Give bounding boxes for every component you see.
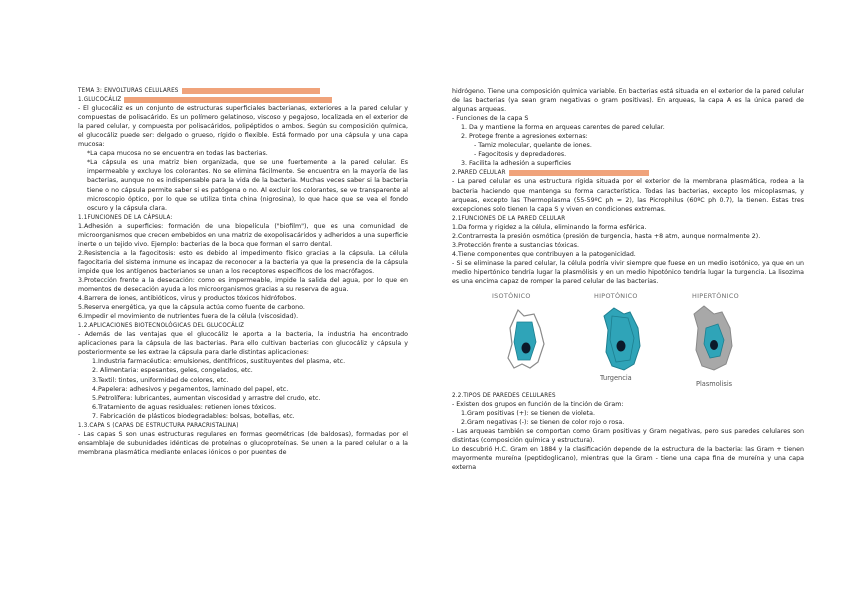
- label-hipertonico: HIPERTÓNICO: [692, 292, 739, 301]
- paragraph: - Si se eliminase la pared celular, la célula podría vivir siempre que fuese en un medio isotónico, ya que en un medio hipertónico tendría lugar la plasmólisis y en un medio hipotónico tendría lugar la turgencia. La lisozima es una encima capaz de romper la pared celular de las bacterias.: [452, 259, 804, 285]
- section-heading-funciones-capsula: 1.1FUNCIONES DE LA CÁPSULA:: [78, 213, 173, 221]
- list-item: 6.Impedir el movimiento de nutrientes fuera de la célula (viscosidad).: [78, 313, 299, 321]
- hypotonic-cell: [604, 308, 640, 370]
- left-column: [78, 86, 408, 457]
- list-item: 4.Papelera: adhesivos y pegamentos, laminado del papel, etc.: [92, 385, 289, 393]
- paragraph: 1.Adhesión a superficies: formación de una biopelícula ("biofilm"), que es una comunidad de microorganismos que crecen embebidos en una matriz de exopolisacáridos y adheridos a una superficie inerte o un tejido vivo. Ejemplo: bacterias de la boca que forman el sarro dental.: [78, 222, 408, 248]
- list-item: 3. Facilita la adhesión a superficies: [461, 160, 572, 168]
- sub-list-item: - Fagocitosis y depredadores.: [474, 151, 567, 159]
- heading-underline: [182, 88, 320, 94]
- paragraph: hidrógeno. Tiene una composición química variable. En bacterias está situada en el exterior de la pared celular de las bacterias (ya sean gram negativas o gram positivas). En arqueas, la capa A es la única pared de algunas arqueas.: [452, 88, 804, 114]
- section-heading-funciones-pared: 2.1FUNCIONES DE LA PARED CELULAR: [452, 214, 566, 222]
- section-heading-pared-celular: 2.PARED CELULAR: [452, 168, 804, 177]
- list-item: 1.Gram positivas (+): se tienen de violeta.: [461, 410, 596, 418]
- list-title: - Funciones de la capa S: [452, 115, 529, 123]
- list-item: 7. Fabricación de plásticos biodegradables: bolsas, botellas, etc.: [92, 412, 295, 420]
- section-heading-tipos-paredes: 2.2.TIPOS DE PAREDES CELULARES: [452, 392, 556, 400]
- page-title: TEMA 3: ENVOLTURAS CELULARES: [78, 86, 408, 95]
- section-heading-aplicaciones: 1.2.APLICACIONES BIOTECNOLÓGICAS DEL GLUCOCÁLIZ: [78, 322, 245, 330]
- label-isotonico: ISOTÓNICO: [492, 292, 531, 301]
- paragraph: - Las arqueas también se comportan como Gram positivas y Gram negativas, pero sus paredes celulares son distintas (composición química y estructura).: [452, 428, 804, 445]
- paragraph: - Las capas S son unas estructuras regulares en formas geométricas (de baldosas), formadas por el ensamblaje de subunidades idénticas de proteínas o glucoproteínas. Se unen a la pared celular o a la membrana plasmática mediante enlaces iónicos o por puentes de: [78, 430, 408, 456]
- list-item: 5.Petrolífera: lubricantes, aumentan viscosidad y arrastre del crudo, etc.: [92, 394, 321, 402]
- paragraph: - El glucocáliz es un conjunto de estructuras superficiales bacterianas, exteriores a la pared celular y compuestas de polisacárido. Es un polímero gelatinoso, viscoso y pegajoso, localizada en el exterior de la pared celular, y compuesta por polisacáridos, polipéptidos o ambos. Según su composición química, el glucocáliz puede ser: delgado o grueso, rígido o flexible. Está formado por una cápsula y una capa mucosa:: [78, 105, 408, 149]
- caption-plasmolisis: Plasmolisis: [696, 380, 733, 389]
- list-item: 1.Da forma y rigidez a la célula, eliminando la forma esférica.: [452, 223, 647, 231]
- paragraph: - Además de las ventajas que el glucocáliz le aporta a la bacteria, la industria ha encontrado aplicaciones para la cápsula de las bacterias. Para ello cultivan bacterias con glucocáliz y cápsula y posteriormente se les extrae la cápsula para darle distintas aplicaciones:: [78, 331, 408, 357]
- list-item: 2.Gram negativas (-): se tienen de color rojo o rosa.: [461, 419, 625, 427]
- bullet-paragraph: *La cápsula es una matriz bien organizada, que se une fuertemente a la pared celular. Es impermeable y excluye los colorantes. No se elimina fácilmente. Se encuentra en la mayoría de las bacterias, aunque no es indispensable para la vida de la bacteria. Muchas veces saber si la bacteria tiene o no cápsula permite saber si es patógena o no. Al excluir los colorantes, se ve transparente al microscopio óptico, por lo que se utiliza tinta china (nigrosina), lo que hace que se vea el fondo oscuro y la cápsula clara.: [87, 159, 408, 212]
- section-heading-capa-s: 1.3.CAPA S (CAPAS DE ESTRUCTURA PARACRISTALINA): [78, 421, 239, 429]
- sub-list-item: - Tamiz molecular, quelante de iones.: [474, 142, 592, 150]
- list-item: 1.Industria farmacéutica: emulsiones, dentífricos, sustituyentes del plasma, etc.: [92, 358, 346, 366]
- paragraph: Lo descubrió H.C. Gram en 1884 y la clasificación depende de la estructura de la bacteria: las Gram + tienen mayormente mureína (peptidoglicano), mientras que la Gram - tiene una capa fina de mureína y una capa externa: [452, 446, 804, 472]
- list-item: 4.Barrera de iones, antibióticos, virus y productos tóxicos hidrófobos.: [78, 295, 297, 303]
- caption-turgencia: Turgencia: [600, 374, 632, 383]
- list-item: 1. Da y mantiene la forma en arqueas carentes de pared celular.: [461, 124, 665, 132]
- list-item: 3.Protección frente a sustancias tóxicas.: [452, 241, 580, 249]
- section-heading-glucocaliz: 1.GLUCOCÁLIZ: [78, 95, 408, 104]
- label-hipotonico: HIPOTÓNICO: [594, 292, 638, 301]
- paragraph: 2.Resistencia a la fagocitosis: esto es debido al impedimento físico gracias a la cápsula. La célula fagocitaria del sistema inmune es incapaz de reconocer a la bacteria ya que la presencia de la cápsula impide que los antígenos bacterianos se unan a los receptores específicos de los macrófagos.: [78, 249, 408, 275]
- right-column: [452, 87, 804, 472]
- paragraph: 3.Protección frente a la desecación: como es impermeable, impide la salida del agua, por lo que en momentos de desecación ayuda a los microorganismos gracias a su reserva de agua.: [78, 276, 408, 294]
- list-item: 2. Protege frente a agresiones externas:: [461, 133, 588, 141]
- osmosis-illustration: [452, 288, 752, 388]
- osmosis-figure: [452, 288, 752, 388]
- paragraph: - La pared celular es una estructura rígida situada por el exterior de la membrana plasmática, rodea a la bacteria haciendo que mantenga su forma característica. Todas las bacterias, excepto los micoplasmas, y arqueas, excepto las Thermoplasma (55-59ºC ph ≈ 2), las Picrophilus (60ºC ph 0.7), la tienen. Estas tres excepciones solo tienen la capa S y viven en condiciones extremas.: [452, 178, 804, 213]
- list-item: 4.Tiene componentes que contribuyen a la patogenicidad.: [452, 250, 636, 258]
- list-item: 6.Tratamiento de aguas residuales: retienen iones tóxicos.: [92, 403, 277, 411]
- bullet-paragraph: *La capa mucosa no se encuentra en todas las bacterias.: [87, 150, 268, 158]
- list-item: 5.Reserva energética, ya que la cápsula actúa como fuente de carbono.: [78, 304, 305, 312]
- list-item: 2.Contrarresta la presión osmótica (presión de turgencia, hasta +8 atm, aunque normalmente 2).: [452, 232, 761, 240]
- isotonic-cell: [508, 310, 544, 368]
- hypertonic-cell: [694, 306, 732, 370]
- list-item: 3.Textil: tintes, uniformidad de colores, etc.: [92, 376, 229, 384]
- paragraph: - Existen dos grupos en función de la tinción de Gram:: [452, 401, 624, 409]
- heading-underline: [124, 97, 332, 103]
- heading-underline: [509, 170, 649, 176]
- list-item: 2. Alimentaria: espesantes, geles, congelados, etc.: [92, 367, 253, 375]
